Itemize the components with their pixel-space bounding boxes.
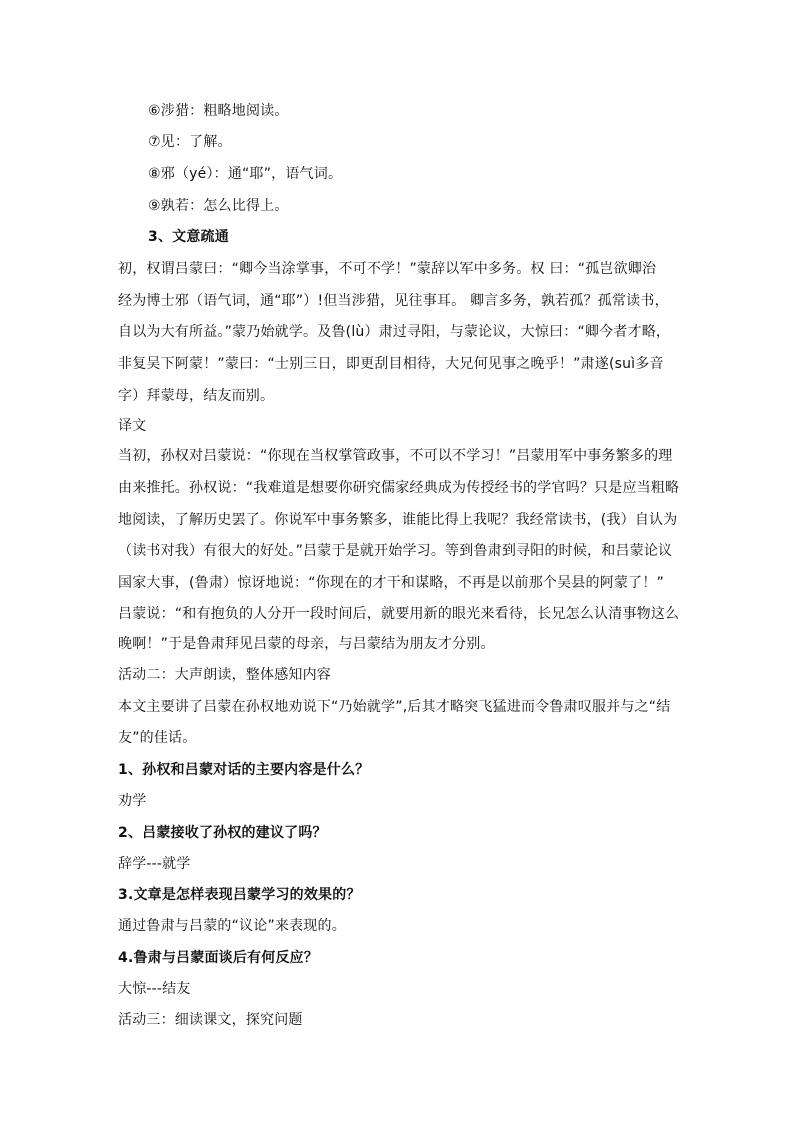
answer-1: 劝学 xyxy=(118,793,147,809)
activity-2-title: 活动二：大声朗读，整体感知内容 xyxy=(118,667,331,683)
original-text-line: 初，权谓吕蒙曰：“卿今当涂掌事，不可不学！”蒙辞以军中多务。权 曰：“孤岂欲卿治 xyxy=(118,261,657,277)
translation-line: 由来推托。孙权说：“我难道是想要你研究儒家经典成为传授经书的学官吗？只是应当粗略 xyxy=(118,480,680,496)
translation-line: 晚啊！”于是鲁肃拜见吕蒙的母亲，与吕蒙结为朋友才分别。 xyxy=(118,636,495,652)
answer-3: 通过鲁肃与吕蒙的“议论”来表现的。 xyxy=(118,918,346,934)
translation-line: 国家大事，(鲁肃）惊讶地说：“你现在的才干和谋略，不再是以前那个吴县的阿蒙了！” xyxy=(118,575,664,591)
translation-line: 吕蒙说：“和有抱负的人分开一段时间后，就要用新的眼光来看待，长兄怎么认清事物这么 xyxy=(118,606,680,622)
section-heading: 3、文意疏通 xyxy=(148,229,229,245)
question-2: 2、吕蒙接收了孙权的建议了吗？ xyxy=(118,825,327,841)
note-9: ⑨孰若：怎么比得上。 xyxy=(148,198,289,214)
activity-3-title: 活动三：细读课文，探究问题 xyxy=(118,1012,303,1028)
answer-2: 辞学---就学 xyxy=(118,856,191,872)
original-text-line: 经为博士邪（语气词，通“耶”）!但当涉猎，见往事耳。 卿言多务，孰若孤？孤常读书， xyxy=(118,293,669,309)
question-4: 4.鲁肃与吕蒙面谈后有何反应？ xyxy=(118,950,319,966)
answer-4: 大惊---结友 xyxy=(118,981,191,997)
translation-line: 地阅读，了解历史罢了。你说军中事务繁多，谁能比得上我呢？我经常读书，(我）自认为 xyxy=(118,512,678,528)
summary-line: 友”的佳话。 xyxy=(118,730,197,746)
translation-label: 译文 xyxy=(118,418,147,434)
original-text-line: 非复吴下阿蒙！”蒙曰：“士别三日，即更刮目相待，大兄何见事之晚乎！”肃遂(suì多音 xyxy=(118,356,664,372)
note-6: ⑥涉猎：粗略地阅读。 xyxy=(148,103,289,119)
summary-line: 本文主要讲了吕蒙在孙权地劝说下“乃始就学”,后其才略突飞猛进而令鲁肃叹服并与之“结 xyxy=(118,699,671,715)
question-3: 3.文章是怎样表现吕蒙学习的效果的？ xyxy=(118,887,361,903)
original-text-line: 自以为大有所益。”蒙乃始就学。及鲁(lù）肃过寻阳，与蒙论议，大惊曰：“卿今者才略， xyxy=(118,324,671,340)
original-text-line: 字）拜蒙母，结友而别。 xyxy=(118,388,275,404)
note-8: ⑧邪（yé）：通“耶”，语气词。 xyxy=(148,166,343,182)
translation-line: （读书对我）有很大的好处。”吕蒙于是就开始学习。等到鲁肃到寻阳的时候，和吕蒙论议 xyxy=(118,543,673,559)
question-1: 1、孙权和吕蒙对话的主要内容是什么？ xyxy=(118,762,370,778)
translation-line: 当初，孙权对吕蒙说：“你现在当权掌管政事，不可以不学习！”吕蒙用军中事务繁多的理 xyxy=(118,448,673,464)
note-7: ⑦见：了解。 xyxy=(148,134,232,150)
